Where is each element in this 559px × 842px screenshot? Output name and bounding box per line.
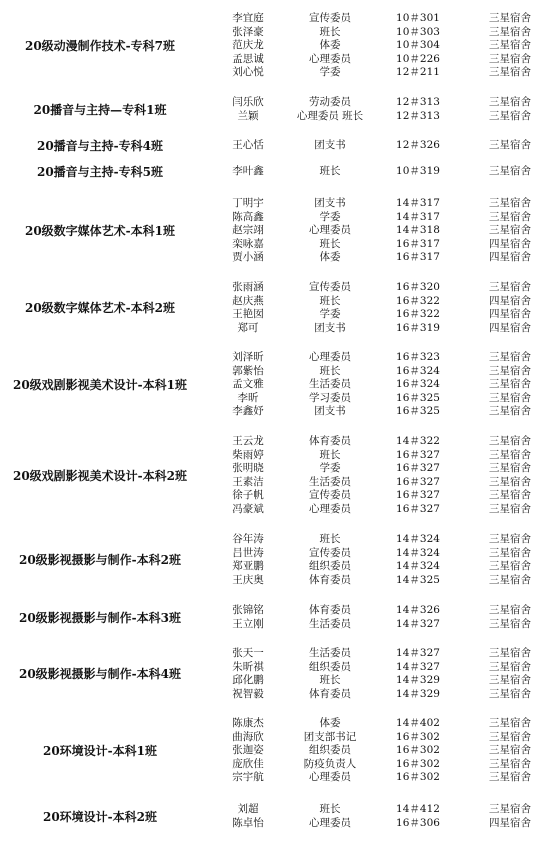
table-row [0, 533, 559, 547]
student-role: 防疫负责人 [303, 757, 357, 770]
table-row [0, 560, 559, 574]
dorm-building: 三星宿舍 [489, 25, 531, 38]
student-role: 团支书 [314, 321, 346, 334]
class-group [0, 533, 559, 587]
table-row [0, 53, 559, 67]
student-role: 心理委员 班长 [296, 109, 364, 122]
dorm-building: 三星宿舍 [489, 730, 531, 743]
room-number: 10＃301 [396, 12, 440, 24]
table-row [0, 308, 559, 322]
student-role: 学委 [319, 308, 341, 321]
student-role: 心理委员 [309, 52, 351, 65]
student-name: 郑亚鹏 [232, 560, 264, 573]
room-number: 14＃329 [396, 674, 440, 687]
student-role: 团支书 [314, 139, 346, 151]
dorm-building: 四星宿舍 [489, 308, 531, 321]
table-row [0, 251, 559, 265]
table-row [0, 66, 559, 80]
dorm-building: 四星宿舍 [489, 251, 531, 264]
student-name: 徐子帆 [232, 489, 264, 502]
class-group [0, 165, 559, 179]
table-row [0, 96, 559, 110]
class-group [0, 96, 559, 123]
table-row [0, 717, 559, 731]
table-row [0, 435, 559, 449]
student-role: 体育委员 [309, 604, 351, 616]
dorm-building: 三星宿舍 [489, 660, 531, 673]
table-row [0, 618, 559, 632]
table-row [0, 758, 559, 772]
student-name: 曲海欣 [232, 730, 264, 743]
student-role: 心理委员 [309, 351, 351, 363]
table-row [0, 817, 559, 831]
table-row [0, 489, 559, 503]
table-row [0, 547, 559, 561]
dorm-building: 三星宿舍 [489, 109, 531, 122]
dorm-building: 三星宿舍 [489, 378, 531, 391]
dorm-building: 三星宿舍 [489, 96, 531, 108]
table-row [0, 661, 559, 675]
table-row [0, 224, 559, 238]
student-role: 班长 [319, 165, 341, 177]
student-name: 张明晓 [232, 462, 264, 475]
student-name: 冯豪斌 [232, 503, 264, 515]
student-name: 王立刚 [232, 617, 264, 630]
table-row [0, 688, 559, 702]
table-row [0, 731, 559, 745]
table-row [0, 604, 559, 618]
student-name: 赵宗翊 [232, 224, 264, 237]
room-number: 16＃322 [396, 308, 440, 321]
student-name: 栾咏嘉 [232, 237, 264, 250]
room-number: 16＃327 [396, 462, 440, 475]
class-name: 20级戏剧影视美术设计-本科2班 [12, 468, 188, 483]
room-number: 14＃318 [396, 224, 440, 237]
table-row [0, 476, 559, 490]
table-row [0, 165, 559, 179]
student-role: 生活委员 [309, 617, 351, 630]
dorm-building: 三星宿舍 [489, 546, 531, 559]
student-name: 郑可 [237, 321, 259, 334]
student-role: 宣传委员 [309, 12, 351, 24]
table-row [0, 744, 559, 758]
student-name: 丁明宇 [232, 197, 264, 209]
class-group [0, 281, 559, 335]
class-group [0, 139, 559, 153]
dorm-building: 三星宿舍 [489, 604, 531, 616]
class-group [0, 604, 559, 631]
dorm-building: 三星宿舍 [489, 647, 531, 659]
class-group [0, 717, 559, 785]
student-name: 吕世涛 [232, 546, 264, 559]
room-number: 16＃317 [396, 251, 440, 264]
dorm-building: 三星宿舍 [489, 533, 531, 545]
dorm-building: 三星宿舍 [489, 771, 531, 784]
student-role: 体育委员 [309, 573, 351, 586]
room-number: 12＃313 [396, 109, 440, 122]
student-name: 宗宇航 [232, 771, 264, 784]
room-number: 16＃324 [396, 378, 440, 391]
student-name: 祝智毅 [232, 687, 264, 700]
dorm-building: 三星宿舍 [489, 757, 531, 770]
table-row [0, 197, 559, 211]
student-name: 张泽豪 [232, 25, 264, 38]
room-number: 14＃324 [396, 533, 440, 545]
student-name: 陈康杰 [232, 717, 264, 729]
student-role: 班长 [319, 237, 341, 250]
student-role: 班长 [319, 25, 341, 38]
room-number: 16＃319 [396, 321, 440, 334]
table-row [0, 449, 559, 463]
student-role: 心理委员 [309, 503, 351, 515]
table-row [0, 281, 559, 295]
student-role: 团支部书记 [303, 730, 357, 743]
class-group [0, 435, 559, 517]
student-name: 张雨涵 [232, 281, 264, 293]
dorm-building: 三星宿舍 [489, 197, 531, 209]
dorm-building: 四星宿舍 [489, 237, 531, 250]
room-number: 14＃317 [396, 197, 440, 209]
dorm-building: 三星宿舍 [489, 560, 531, 573]
room-number: 14＃329 [396, 687, 440, 700]
table-row [0, 351, 559, 365]
class-group [0, 647, 559, 701]
table-row [0, 110, 559, 124]
student-role: 宣传委员 [309, 281, 351, 293]
student-name: 庞欣佳 [232, 757, 264, 770]
dorm-building: 三星宿舍 [489, 435, 531, 447]
table-row [0, 647, 559, 661]
table-row [0, 211, 559, 225]
room-number: 10＃303 [396, 25, 440, 38]
dorm-building: 三星宿舍 [489, 803, 531, 815]
dorm-building: 三星宿舍 [489, 503, 531, 515]
student-role: 宣传委员 [309, 489, 351, 502]
room-number: 16＃327 [396, 475, 440, 488]
table-row [0, 39, 559, 53]
class-name: 20环境设计-本科1班 [42, 744, 158, 758]
room-number: 14＃322 [396, 435, 440, 447]
student-role: 生活委员 [309, 647, 351, 659]
table-row [0, 392, 559, 406]
table-row [0, 462, 559, 476]
student-name: 朱昕祺 [232, 660, 264, 673]
student-name: 李宜庭 [232, 12, 264, 24]
dorm-building: 三星宿舍 [489, 39, 531, 52]
student-role: 体委 [319, 39, 341, 52]
class-name: 20播音与主持—专科1班 [33, 102, 167, 117]
class-group [0, 12, 559, 80]
student-role: 学委 [319, 210, 341, 223]
student-name: 李鑫妤 [232, 405, 264, 418]
student-role: 体委 [319, 717, 341, 729]
room-number: 14＃327 [396, 617, 440, 630]
class-group [0, 803, 559, 830]
room-number: 16＃320 [396, 281, 440, 293]
student-name: 李叶鑫 [232, 165, 264, 177]
room-number: 16＃302 [396, 730, 440, 743]
dorm-building: 四星宿舍 [489, 294, 531, 307]
room-number: 14＃324 [396, 560, 440, 573]
student-name: 王心恬 [232, 139, 264, 151]
room-number: 16＃317 [396, 237, 440, 250]
student-name: 王素洁 [232, 475, 264, 488]
room-number: 16＃324 [396, 364, 440, 377]
student-role: 心理委员 [309, 816, 351, 829]
class-name: 20级影视摄影与制作-本科3班 [18, 610, 182, 625]
room-number: 16＃325 [396, 391, 440, 404]
table-row [0, 238, 559, 252]
room-number: 16＃302 [396, 757, 440, 770]
dorm-building: 三星宿舍 [489, 224, 531, 237]
class-group [0, 197, 559, 265]
student-name: 闫乐欣 [232, 96, 264, 108]
student-role: 劳动委员 [309, 96, 351, 108]
dorm-building: 四星宿舍 [489, 816, 531, 829]
dorm-building: 三星宿舍 [489, 281, 531, 293]
dorm-building: 三星宿舍 [489, 52, 531, 65]
room-number: 14＃324 [396, 546, 440, 559]
table-row [0, 12, 559, 26]
dorm-building: 三星宿舍 [489, 12, 531, 24]
student-role: 班长 [319, 364, 341, 377]
class-name: 20级数字媒体艺术-本科1班 [24, 224, 176, 238]
dorm-building: 三星宿舍 [489, 351, 531, 363]
table-row [0, 378, 559, 392]
dorm-building: 三星宿舍 [489, 364, 531, 377]
student-role: 组织委员 [309, 560, 351, 573]
class-name: 20级数字媒体艺术-本科2班 [24, 301, 176, 316]
student-role: 团支书 [314, 405, 346, 418]
room-number: 14＃317 [396, 210, 440, 223]
room-number: 14＃326 [396, 604, 440, 616]
room-number: 14＃412 [396, 803, 440, 815]
room-number: 10＃319 [396, 165, 440, 177]
room-number: 16＃327 [396, 489, 440, 502]
student-role: 体育委员 [309, 687, 351, 700]
student-role: 班长 [319, 448, 341, 461]
student-name: 王庆奥 [232, 573, 264, 586]
class-group [0, 351, 559, 419]
dorm-building: 三星宿舍 [489, 687, 531, 700]
table-row [0, 674, 559, 688]
student-name: 孟思诚 [232, 52, 264, 65]
class-name: 20播音与主持-专科5班 [36, 164, 164, 179]
student-role: 宣传委员 [309, 546, 351, 559]
room-number: 14＃327 [396, 660, 440, 673]
student-role: 学委 [319, 66, 341, 79]
student-role: 班长 [319, 294, 341, 307]
table-row [0, 295, 559, 309]
student-name: 李昕 [237, 391, 259, 404]
dorm-building: 三星宿舍 [489, 139, 531, 151]
dorm-building: 三星宿舍 [489, 210, 531, 223]
student-name: 张天一 [232, 647, 264, 659]
class-name: 20级动漫制作技术-专科7班 [24, 39, 176, 53]
table-row [0, 771, 559, 785]
dorm-building: 三星宿舍 [489, 448, 531, 461]
student-name: 张锦铭 [232, 604, 264, 616]
dorm-building: 三星宿舍 [489, 475, 531, 488]
room-number: 12＃326 [396, 139, 440, 151]
dorm-building: 三星宿舍 [489, 674, 531, 687]
room-number: 16＃327 [396, 448, 440, 461]
dorm-building: 三星宿舍 [489, 573, 531, 586]
student-name: 柴雨婷 [232, 448, 264, 461]
room-number: 12＃211 [396, 66, 440, 79]
room-number: 16＃306 [396, 816, 440, 829]
dorm-building: 三星宿舍 [489, 391, 531, 404]
table-row [0, 405, 559, 419]
table-row [0, 139, 559, 153]
dorm-building: 三星宿舍 [489, 489, 531, 502]
student-name: 贾小涵 [232, 251, 264, 264]
student-role: 班长 [319, 533, 341, 545]
dorm-building: 四星宿舍 [489, 321, 531, 334]
student-name: 兰颖 [237, 109, 259, 122]
student-name: 陈高鑫 [232, 210, 264, 223]
student-role: 学委 [319, 462, 341, 475]
class-name: 20级戏剧影视美术设计-本科1班 [12, 378, 188, 392]
room-number: 14＃402 [396, 717, 440, 729]
class-name: 20播音与主持-专科4班 [36, 138, 164, 153]
table-row [0, 503, 559, 517]
dorm-building: 三星宿舍 [489, 717, 531, 729]
student-name: 郭紫怡 [232, 364, 264, 377]
student-role: 体委 [319, 251, 341, 264]
student-name: 孟文雅 [232, 378, 264, 391]
dorm-building: 三星宿舍 [489, 617, 531, 630]
student-role: 团支书 [314, 197, 346, 209]
student-role: 体育委员 [309, 435, 351, 447]
student-name: 刘心悦 [232, 66, 264, 79]
table-row [0, 26, 559, 40]
room-number: 16＃322 [396, 294, 440, 307]
room-number: 12＃313 [396, 96, 440, 108]
room-number: 16＃323 [396, 351, 440, 363]
student-role: 学习委员 [309, 391, 351, 404]
table-row [0, 365, 559, 379]
dorm-building: 三星宿舍 [489, 462, 531, 475]
room-number: 16＃325 [396, 405, 440, 418]
student-role: 班长 [319, 674, 341, 687]
dorm-building: 三星宿舍 [489, 165, 531, 177]
class-name: 20环境设计-本科2班 [42, 809, 158, 824]
student-role: 生活委员 [309, 475, 351, 488]
student-name: 范庆龙 [232, 39, 264, 52]
student-name: 陈卓怡 [232, 816, 264, 829]
dorm-building: 三星宿舍 [489, 744, 531, 757]
dorm-building: 三星宿舍 [489, 66, 531, 79]
class-name: 20级影视摄影与制作-本科4班 [18, 667, 182, 682]
student-role: 心理委员 [309, 224, 351, 237]
room-number: 14＃327 [396, 647, 440, 659]
table-row [0, 803, 559, 817]
student-role: 组织委员 [309, 660, 351, 673]
student-name: 赵庆燕 [232, 294, 264, 307]
table-row [0, 574, 559, 588]
student-name: 邱化鹏 [232, 674, 264, 687]
student-name: 谷年涛 [232, 533, 264, 545]
room-number: 14＃325 [396, 573, 440, 586]
room-number: 10＃304 [396, 39, 440, 52]
room-number: 16＃302 [396, 771, 440, 784]
class-name: 20级影视摄影与制作-本科2班 [18, 553, 182, 568]
student-name: 王云龙 [232, 435, 264, 447]
room-number: 16＃302 [396, 744, 440, 757]
student-role: 组织委员 [309, 744, 351, 757]
student-name: 刘泽昕 [232, 351, 264, 363]
student-role: 班长 [319, 803, 341, 815]
student-name: 刘超 [237, 803, 259, 815]
student-role: 生活委员 [309, 378, 351, 391]
room-number: 10＃226 [396, 52, 440, 65]
student-role: 心理委员 [309, 771, 351, 784]
dorm-building: 三星宿舍 [489, 405, 531, 418]
student-name: 张迦姿 [232, 744, 264, 757]
student-name: 王艳囡 [232, 308, 264, 321]
table-row [0, 322, 559, 336]
room-number: 16＃327 [396, 503, 440, 515]
